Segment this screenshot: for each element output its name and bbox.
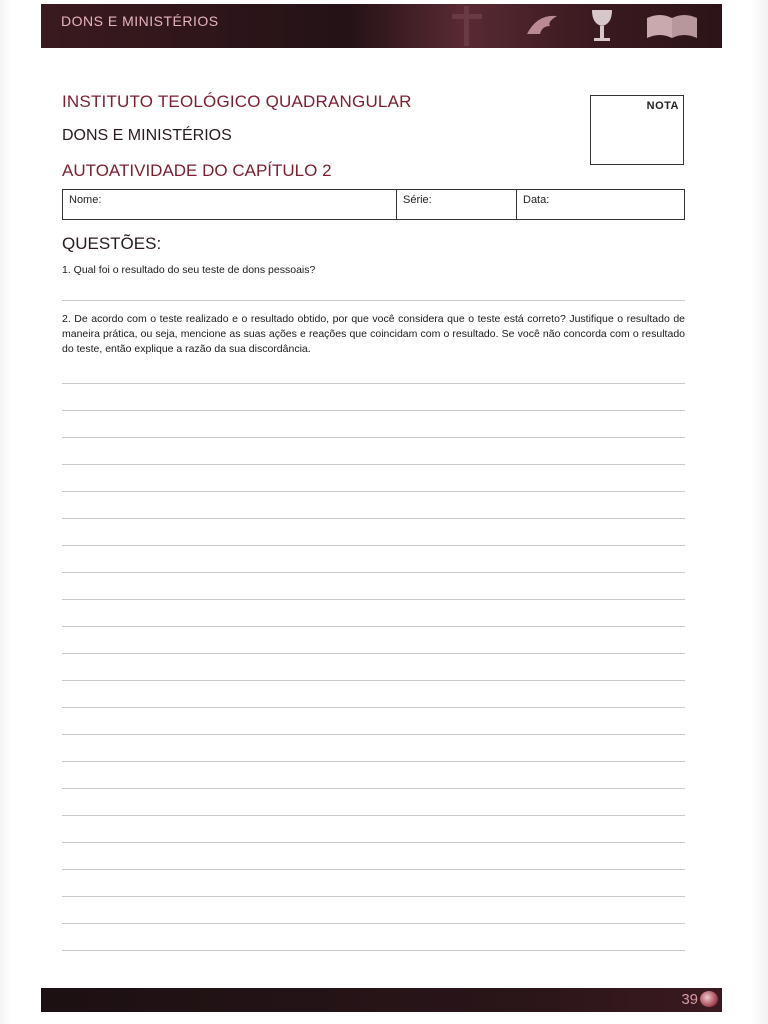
answer-line[interactable]	[62, 383, 685, 384]
answer-line[interactable]	[62, 680, 685, 681]
answer-line[interactable]	[62, 491, 685, 492]
course-title: DONS E MINISTÉRIOS	[62, 127, 232, 144]
answer-line[interactable]	[62, 518, 685, 519]
institution-title: INSTITUTO TEOLÓGICO QUADRANGULAR	[62, 92, 412, 111]
page-ornament-icon	[700, 991, 718, 1007]
religious-symbols-decoration	[422, 4, 722, 48]
header-title: DONS E MINISTÉRIOS	[61, 13, 219, 29]
question-1: 1. Qual foi o resultado do seu teste de dons pessoais?	[62, 264, 316, 276]
cross-icon	[452, 6, 482, 46]
answer-line[interactable]	[62, 788, 685, 789]
bible-icon	[647, 15, 697, 38]
answer-line[interactable]	[62, 869, 685, 870]
chalice-icon	[592, 10, 612, 41]
questions-heading: QUESTÕES:	[62, 234, 162, 253]
name-field[interactable]	[63, 190, 397, 219]
header-bar	[41, 4, 722, 48]
grade-level-field[interactable]	[397, 190, 517, 219]
answer-line[interactable]	[62, 626, 685, 627]
date-label: Data:	[523, 194, 550, 206]
answer-line[interactable]	[62, 653, 685, 654]
answer-line[interactable]	[62, 734, 685, 735]
date-field[interactable]	[517, 190, 684, 219]
grade-label: NOTA	[646, 100, 679, 112]
answer-line[interactable]	[62, 410, 685, 411]
grade-box	[590, 95, 684, 165]
grade-level-label: Série:	[403, 194, 432, 206]
student-info-table	[62, 189, 685, 220]
answer-line[interactable]	[62, 545, 685, 546]
answer-line[interactable]	[62, 950, 685, 951]
answer-line[interactable]	[62, 707, 685, 708]
answer-line[interactable]	[62, 842, 685, 843]
answer-line[interactable]	[62, 464, 685, 465]
answer-line[interactable]	[62, 572, 685, 573]
name-label: Nome:	[69, 194, 102, 206]
answer-line[interactable]	[62, 300, 685, 301]
answer-line[interactable]	[62, 761, 685, 762]
answer-line[interactable]	[62, 896, 685, 897]
answer-line[interactable]	[62, 437, 685, 438]
dove-icon	[527, 16, 557, 34]
answer-line[interactable]	[62, 923, 685, 924]
answer-line[interactable]	[62, 815, 685, 816]
activity-title: AUTOATIVIDADE DO CAPÍTULO 2	[62, 161, 332, 180]
footer-bar	[41, 988, 722, 1012]
question-2: 2. De acordo com o teste realizado e o resultado obtido, por que você considera que o teste está correto? Justifique o resultado de maneira prática, ou seja, mencione as suas ações e reações que coincidam com o resultado. Se você não concorda com o resultado do teste, então explique a razão da sua discordância.	[62, 313, 685, 355]
answer-line[interactable]	[62, 599, 685, 600]
page-number: 39	[681, 991, 698, 1008]
